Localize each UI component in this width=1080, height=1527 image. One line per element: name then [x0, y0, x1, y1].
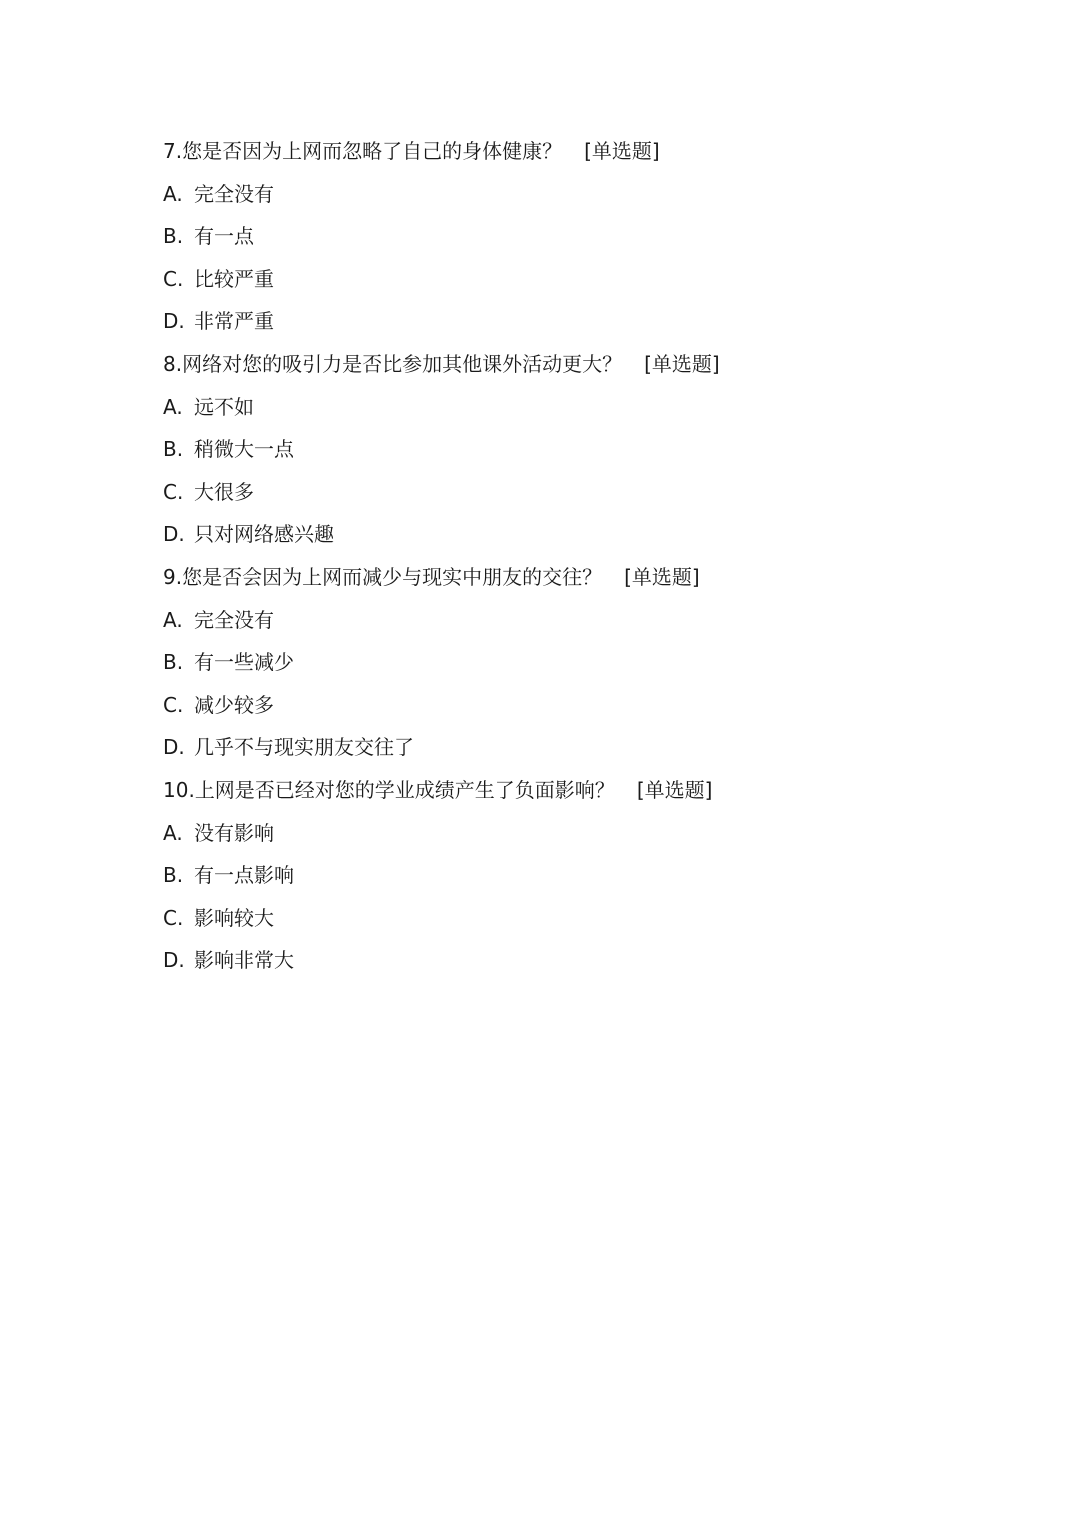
option-letter: C. — [163, 905, 184, 930]
option-text: 只对网络感兴趣 — [194, 522, 334, 547]
option-letter: C. — [163, 479, 184, 504]
option-letter: D. — [163, 522, 185, 547]
question-text: 网络对您的吸引力是否比参加其他课外活动更大？ — [182, 351, 623, 376]
option-text: 有一点影响 — [194, 863, 294, 888]
option-c — [163, 471, 983, 514]
option-text: 稍微大一点 — [194, 437, 294, 462]
question-number: 7. — [163, 139, 183, 163]
option-letter: D. — [163, 948, 185, 973]
option-letter: D. — [163, 735, 185, 760]
option-c — [163, 897, 983, 940]
option-text: 有一些减少 — [194, 650, 294, 675]
option-text: 减少较多 — [194, 692, 274, 717]
option-text: 大很多 — [194, 479, 254, 504]
option-text: 几乎不与现实朋友交往了 — [194, 735, 414, 760]
question-number: 8. — [163, 351, 183, 376]
option-a — [163, 599, 983, 642]
option-letter: A. — [163, 607, 183, 632]
option-a — [163, 173, 983, 216]
question-type: [单选题] — [624, 564, 700, 589]
option-letter: C. — [163, 266, 184, 291]
option-text: 有一点 — [194, 224, 254, 249]
question-number: 10. — [163, 777, 195, 802]
option-letter: A. — [163, 394, 183, 419]
option-d — [163, 726, 983, 769]
question-title — [163, 556, 983, 599]
option-c — [163, 258, 983, 301]
option-b — [163, 215, 983, 258]
question-text: 您是否因为上网而忽略了自己的身体健康？ — [182, 139, 563, 163]
question-text: 上网是否已经对您的学业成绩产生了负面影响？ — [194, 777, 615, 802]
option-letter: B. — [163, 224, 184, 249]
option-d — [163, 939, 983, 982]
option-letter: B. — [163, 650, 184, 675]
question-10 — [163, 769, 983, 982]
option-a — [163, 386, 983, 429]
question-title — [163, 130, 983, 173]
question-7 — [163, 130, 983, 343]
option-b — [163, 428, 983, 471]
question-title — [163, 769, 983, 812]
option-d — [163, 300, 983, 343]
option-text: 非常严重 — [194, 309, 274, 334]
option-letter: A. — [163, 820, 183, 845]
option-letter: D. — [163, 309, 185, 334]
questionnaire — [163, 130, 983, 982]
question-9 — [163, 556, 983, 769]
option-text: 完全没有 — [194, 607, 274, 632]
question-text: 您是否会因为上网而减少与现实中朋友的交往？ — [182, 564, 603, 589]
option-b — [163, 641, 983, 684]
option-text: 没有影响 — [194, 820, 274, 845]
option-text: 影响较大 — [194, 905, 274, 930]
question-number: 9. — [163, 564, 183, 589]
option-b — [163, 854, 983, 897]
option-text: 完全没有 — [194, 181, 274, 206]
option-c — [163, 684, 983, 727]
option-text: 远不如 — [194, 394, 254, 419]
question-type: [单选题] — [584, 139, 660, 163]
option-d — [163, 513, 983, 556]
option-text: 影响非常大 — [194, 948, 294, 973]
option-text: 比较严重 — [194, 266, 274, 291]
option-a — [163, 812, 983, 855]
question-8 — [163, 343, 983, 556]
option-letter: B. — [163, 437, 184, 462]
option-letter: C. — [163, 692, 184, 717]
question-type: [单选题] — [636, 777, 713, 802]
question-title — [163, 343, 983, 386]
option-letter: B. — [163, 863, 184, 888]
question-type: [单选题] — [644, 351, 720, 376]
option-letter: A. — [163, 181, 183, 206]
